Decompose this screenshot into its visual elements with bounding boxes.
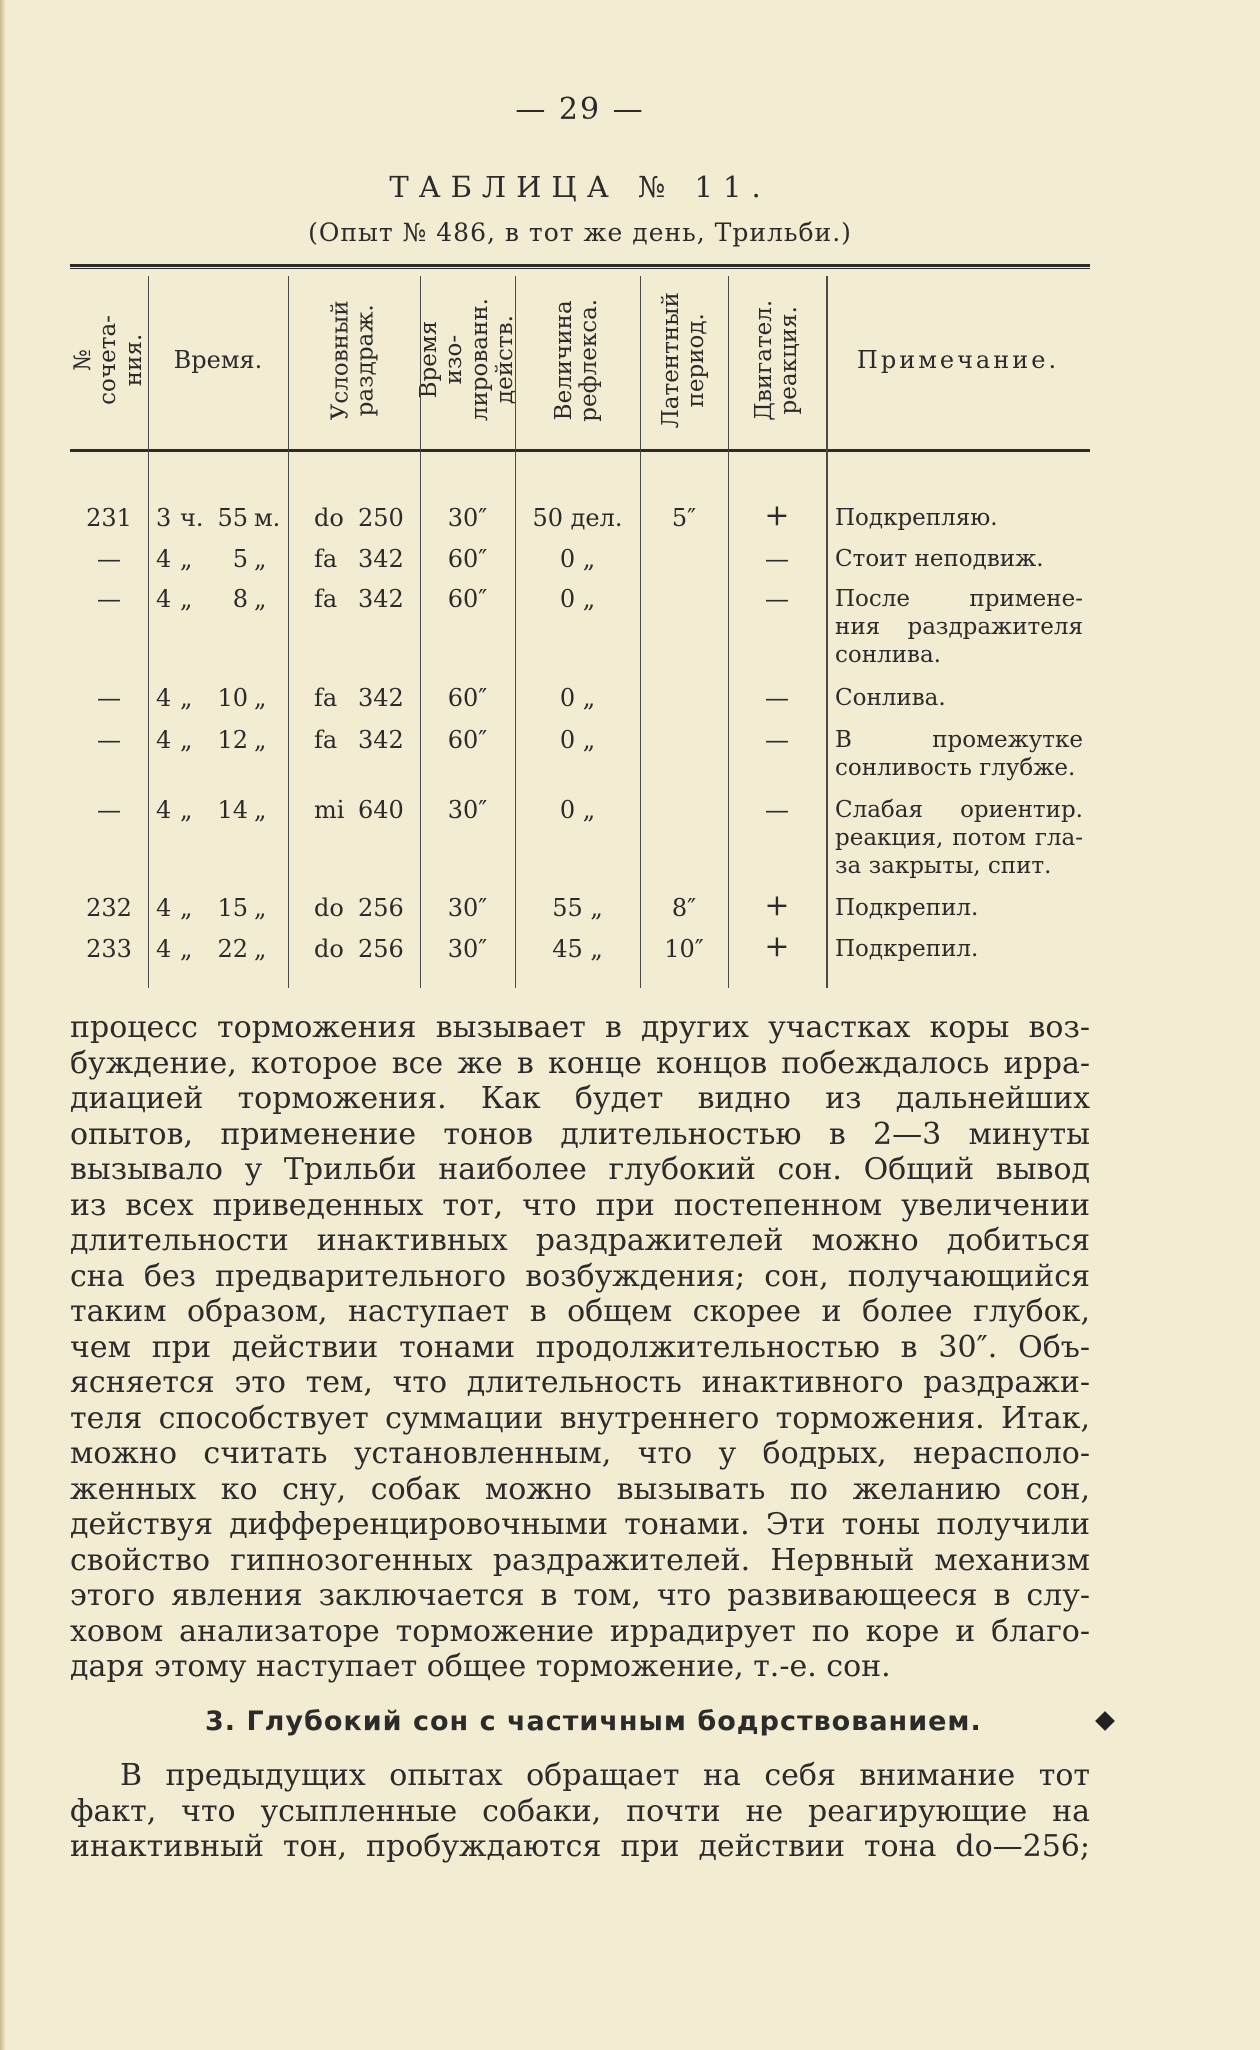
table-title: ТАБЛИЦА № 11. bbox=[389, 170, 771, 204]
data-table bbox=[70, 264, 1090, 988]
text-line: сна без предварительного возбуждения; сон, получающийся bbox=[70, 1258, 1090, 1294]
cell-number: 233 bbox=[86, 935, 132, 963]
cell-minute-unit: „ bbox=[254, 726, 267, 754]
cell-duration: 60″ bbox=[447, 585, 488, 613]
cell-minute-unit: „ bbox=[254, 935, 267, 963]
header-note: Примечание. bbox=[856, 346, 1060, 374]
cell-hour-unit: „ bbox=[180, 935, 193, 963]
column-rule bbox=[515, 276, 516, 988]
table-header-rule bbox=[70, 449, 1090, 452]
text-line: можно считать установленным, что у бодрых, нерасполо- bbox=[70, 1436, 1090, 1471]
cell-duration: 30″ bbox=[447, 894, 488, 922]
cell-note: Подкрепляю. bbox=[835, 505, 998, 531]
text-line: ховом анализаторе торможение иррадирует по коре и благо- bbox=[70, 1613, 1090, 1649]
cell-hour: 4 bbox=[156, 796, 172, 824]
table-top-rule bbox=[70, 264, 1090, 269]
cell-hour: 4 bbox=[156, 545, 172, 573]
page-number: — 29 — bbox=[515, 92, 645, 127]
cell-number: — bbox=[97, 585, 121, 613]
cell-minute: 55 bbox=[217, 504, 248, 532]
cell-motor: — bbox=[765, 545, 789, 573]
cell-hour-unit: „ bbox=[180, 894, 193, 922]
cell-hour: 4 bbox=[156, 726, 172, 754]
text-line: диацией торможения. Как будет видно из дальнейших bbox=[70, 1081, 1090, 1116]
cell-reflex: 0 „ bbox=[559, 545, 596, 573]
cell-minute: 22 bbox=[217, 935, 248, 963]
cell-note: Подкрепил. bbox=[835, 895, 979, 921]
column-rule bbox=[288, 276, 289, 988]
header-combination-number: № сочета- ния. bbox=[70, 315, 147, 405]
cell-stimulus: fa bbox=[314, 726, 338, 754]
text-line: процесс торможения вызывает в других участках коры воз- bbox=[70, 1010, 1090, 1045]
cell-motor: — bbox=[765, 796, 789, 824]
text-line: из всех приведенных тот, что при постепенном увеличении bbox=[70, 1187, 1090, 1223]
cell-reflex: 0 „ bbox=[559, 684, 596, 712]
text-line: буждение, которое все же в конце концов побеждалось ирра- bbox=[70, 1045, 1090, 1081]
cell-note: Стоит неподвиж. bbox=[835, 546, 1044, 572]
cell-duration: 60″ bbox=[447, 545, 488, 573]
cell-hour-unit: „ bbox=[180, 726, 193, 754]
text-line: ясняется это тем, что длительность инактивного раздражи- bbox=[70, 1365, 1090, 1400]
cell-frequency: 342 bbox=[358, 545, 404, 573]
cell-frequency: 342 bbox=[358, 726, 404, 754]
cell-number: 231 bbox=[86, 504, 132, 532]
cell-hour: 4 bbox=[156, 585, 172, 613]
cell-hour-unit: „ bbox=[180, 585, 193, 613]
cell-hour: 4 bbox=[156, 935, 172, 963]
cell-hour-unit: ч. bbox=[180, 504, 204, 532]
body-paragraph bbox=[70, 1010, 1090, 1685]
cell-motor: — bbox=[765, 726, 789, 754]
cell-minute: 14 bbox=[217, 796, 248, 824]
cell-motor: + bbox=[764, 888, 790, 923]
cell-latent: 10″ bbox=[664, 935, 704, 963]
cell-duration: 30″ bbox=[447, 935, 488, 963]
cell-latent: 8″ bbox=[671, 894, 697, 922]
cell-hour-unit: „ bbox=[180, 796, 193, 824]
text-line: даря этому наступает общее торможение, т.-е. сон. bbox=[70, 1649, 891, 1684]
cell-motor: + bbox=[764, 929, 790, 964]
text-line: чем при действии тонами продолжительностью в 30″. Объ- bbox=[70, 1329, 1090, 1365]
text-line: опытов, применение тонов длительностью в 2—3 минуты bbox=[70, 1116, 1090, 1152]
text-line: теля способствует суммации внутреннего торможения. Итак, bbox=[70, 1400, 1090, 1436]
text-line: длительности инактивных раздражителей можно добиться bbox=[70, 1223, 1090, 1258]
cell-reflex: 50 дел. bbox=[532, 504, 623, 532]
cell-motor: + bbox=[764, 498, 790, 533]
cell-stimulus: fa bbox=[314, 585, 338, 613]
cell-hour: 3 bbox=[156, 504, 172, 532]
cell-duration: 30″ bbox=[447, 796, 488, 824]
cell-motor: — bbox=[765, 585, 789, 613]
text-line: женных ко сну, собак можно вызывать по желанию сон, bbox=[70, 1471, 1090, 1507]
page-edge bbox=[0, 0, 6, 2050]
cell-duration: 60″ bbox=[447, 726, 488, 754]
text-line: таким образом, наступает в общем скорее и более глубок, bbox=[70, 1294, 1090, 1329]
section-paragraph bbox=[70, 1758, 1090, 1865]
cell-stimulus: do bbox=[314, 894, 344, 922]
cell-minute-unit: м. bbox=[254, 504, 281, 532]
cell-minute: 5 bbox=[232, 545, 248, 573]
cell-duration: 60″ bbox=[447, 684, 488, 712]
cell-frequency: 256 bbox=[358, 894, 404, 922]
cell-minute-unit: „ bbox=[254, 585, 267, 613]
cell-minute-unit: „ bbox=[254, 545, 267, 573]
cell-frequency: 250 bbox=[358, 504, 404, 532]
cell-note: Слабая ориентир. реакция, потом гла- за закрыты, спит. bbox=[835, 797, 1083, 879]
header-reflex-size: Величина рефлекса. bbox=[551, 298, 603, 422]
header-stimulus: Условный раздраж. bbox=[327, 300, 379, 420]
cell-reflex: 0 „ bbox=[559, 726, 596, 754]
cell-duration: 30″ bbox=[447, 504, 488, 532]
header-isolated-duration: Время изо- лированн. действ. bbox=[415, 298, 518, 422]
column-rule bbox=[148, 276, 149, 988]
header-time: Время. bbox=[173, 346, 263, 374]
cell-note: В промежутке сонливость глубже. bbox=[835, 727, 1083, 781]
cell-reflex: 0 „ bbox=[559, 796, 596, 824]
text-line: факт, что усыпленные собаки, почти не реагирующие на bbox=[70, 1793, 1090, 1829]
text-line: В предыдущих опытах обращает на себя внимание тот bbox=[120, 1758, 1090, 1793]
cell-stimulus: mi bbox=[314, 796, 345, 824]
cell-hour: 4 bbox=[156, 894, 172, 922]
cell-note: Подкрепил. bbox=[835, 936, 979, 962]
cell-latent: 5″ bbox=[671, 504, 697, 532]
cell-minute-unit: „ bbox=[254, 894, 267, 922]
cell-stimulus: fa bbox=[314, 684, 338, 712]
section-heading: 3. Глубокий сон с частичным бодрствованием. bbox=[205, 1706, 982, 1737]
cell-hour-unit: „ bbox=[180, 545, 193, 573]
column-rule bbox=[826, 276, 828, 988]
text-line: действуя дифференцировочными тонами. Эти тоны получили bbox=[70, 1507, 1090, 1542]
cell-note: После примене- ния раздражителя сонлива. bbox=[835, 586, 1083, 668]
cell-number: — bbox=[97, 726, 121, 754]
text-line: вызывало у Трильби наиболее глубокий сон. Общий вывод bbox=[70, 1152, 1090, 1187]
table-subtitle: (Опыт № 486, в тот же день, Трильби.) bbox=[308, 218, 852, 247]
text-line: свойство гипнозогенных раздражителей. Нервный механизм bbox=[70, 1542, 1090, 1578]
column-rule bbox=[420, 276, 421, 988]
cell-frequency: 342 bbox=[358, 585, 404, 613]
cell-minute: 12 bbox=[217, 726, 248, 754]
cell-stimulus: do bbox=[314, 504, 344, 532]
cell-hour: 4 bbox=[156, 684, 172, 712]
cell-minute: 10 bbox=[217, 684, 248, 712]
cell-note: Сонлива. bbox=[835, 685, 946, 711]
cell-frequency: 256 bbox=[358, 935, 404, 963]
cell-frequency: 640 bbox=[358, 796, 404, 824]
cell-number: 232 bbox=[86, 894, 132, 922]
cell-number: — bbox=[97, 684, 121, 712]
cell-reflex: 45 „ bbox=[552, 935, 603, 963]
cell-reflex: 0 „ bbox=[559, 585, 596, 613]
cell-motor: — bbox=[765, 684, 789, 712]
cell-minute: 8 bbox=[232, 585, 248, 613]
text-line: этого явления заключается в том, что развивающееся в слу- bbox=[70, 1578, 1090, 1613]
text-line: инактивный тон, пробуждаются при действии тона do—256; bbox=[70, 1829, 1090, 1864]
column-rule bbox=[728, 276, 729, 988]
cell-number: — bbox=[97, 545, 121, 573]
cell-hour-unit: „ bbox=[180, 684, 193, 712]
column-rule bbox=[640, 276, 641, 988]
header-motor-reaction: Двигател. реакция. bbox=[750, 299, 802, 421]
cell-minute-unit: „ bbox=[254, 796, 267, 824]
cell-stimulus: do bbox=[314, 935, 344, 963]
bullet-mark bbox=[1095, 1711, 1115, 1731]
header-latent-period: Латентный период. bbox=[657, 291, 710, 429]
cell-reflex: 55 „ bbox=[552, 894, 603, 922]
cell-minute: 15 bbox=[217, 894, 248, 922]
cell-minute-unit: „ bbox=[254, 684, 267, 712]
cell-number: — bbox=[97, 796, 121, 824]
cell-frequency: 342 bbox=[358, 684, 404, 712]
cell-stimulus: fa bbox=[314, 545, 338, 573]
